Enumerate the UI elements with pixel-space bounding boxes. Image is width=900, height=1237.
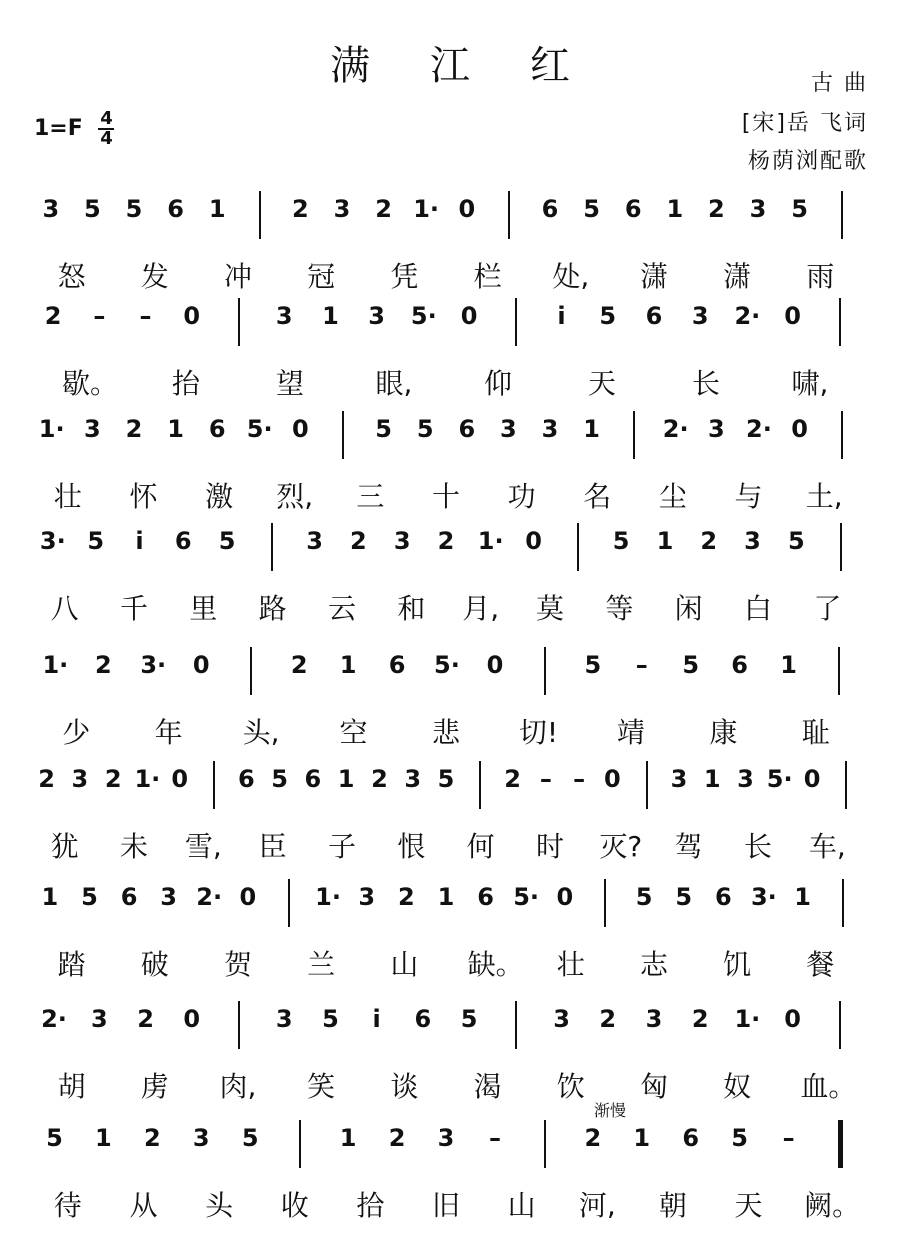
lyric-syllable: 雪, bbox=[184, 830, 222, 863]
note: 3· bbox=[750, 883, 777, 911]
lyric-syllable: 靖 bbox=[616, 716, 645, 749]
note: 0 bbox=[458, 195, 476, 223]
lyric-syllable: 饥 bbox=[723, 948, 752, 981]
note: 1· bbox=[413, 195, 440, 223]
note: 0 bbox=[171, 765, 189, 793]
lyric-syllable: 千 bbox=[119, 592, 148, 625]
lyric-syllable: 悲 bbox=[431, 716, 460, 749]
note: 6 bbox=[731, 651, 748, 679]
note: 6 bbox=[237, 765, 255, 793]
note: 0 bbox=[784, 1005, 801, 1033]
note: – bbox=[488, 1124, 501, 1152]
note: 0 bbox=[525, 527, 542, 555]
note: 2 bbox=[371, 765, 388, 793]
note: 1 bbox=[633, 1124, 651, 1152]
note: 3 bbox=[744, 527, 761, 555]
barline bbox=[845, 761, 847, 809]
lyric-syllable: 康 bbox=[709, 716, 738, 749]
lyric-syllable: 破 bbox=[140, 948, 169, 981]
note: 2 bbox=[599, 1005, 617, 1033]
barline bbox=[840, 523, 842, 571]
lyric-syllable: 未 bbox=[119, 830, 148, 863]
note: 1 bbox=[780, 651, 797, 679]
lyric-syllable: 灭? bbox=[599, 830, 643, 863]
lyric-syllable: 天 bbox=[587, 367, 616, 400]
note: 0 bbox=[460, 302, 478, 330]
barline bbox=[839, 298, 841, 346]
note: 1· bbox=[42, 651, 69, 679]
note: 1 bbox=[95, 1124, 112, 1152]
lyric-syllable: 恨 bbox=[397, 830, 426, 863]
note: 5 bbox=[437, 765, 455, 793]
note: 6 bbox=[645, 302, 663, 330]
note: 0 bbox=[604, 765, 621, 793]
note: 5 bbox=[375, 415, 392, 443]
note: i bbox=[557, 302, 566, 330]
note: 3 bbox=[275, 302, 293, 330]
barline bbox=[238, 298, 240, 346]
note: 6 bbox=[174, 527, 192, 555]
note: 2 bbox=[398, 883, 415, 911]
lyric-syllable: 栏 bbox=[473, 260, 502, 293]
note: 3 bbox=[71, 765, 89, 793]
note: 5 bbox=[322, 1005, 339, 1033]
lyric-syllable: 长 bbox=[691, 367, 720, 400]
note: 2 bbox=[691, 1005, 709, 1033]
lyric-syllable: 志 bbox=[639, 948, 668, 981]
barline bbox=[838, 647, 840, 695]
note: 5 bbox=[46, 1124, 63, 1152]
lyric-syllable: 路 bbox=[258, 592, 287, 625]
lyric-syllable: 土, bbox=[805, 480, 843, 513]
lyric-syllable: 功 bbox=[507, 480, 536, 513]
lyric-syllable: 名 bbox=[583, 480, 612, 513]
lyric-syllable: 时 bbox=[535, 830, 564, 863]
note: 6 bbox=[541, 195, 559, 223]
lyric-syllable: 歇。 bbox=[62, 367, 119, 400]
lyric-syllable: 虏 bbox=[140, 1070, 169, 1103]
note: 5 bbox=[635, 883, 653, 911]
note: 0 bbox=[292, 415, 309, 443]
note: 5· bbox=[246, 415, 273, 443]
lyric-syllable: 餐 bbox=[806, 948, 835, 981]
tempo-mark: 渐慢 bbox=[594, 1101, 627, 1120]
note: 6 bbox=[714, 883, 732, 911]
lyric-syllable: 切! bbox=[518, 716, 559, 749]
lyric-syllable: 雨 bbox=[806, 260, 835, 293]
note: – bbox=[539, 765, 552, 793]
note: 5 bbox=[87, 527, 105, 555]
note: 2 bbox=[38, 765, 55, 793]
lyric-syllable: 激 bbox=[205, 480, 234, 513]
lyric-syllable: 山 bbox=[390, 948, 419, 981]
lyric-syllable: 臣 bbox=[258, 830, 287, 863]
lyric-syllable: 了 bbox=[813, 592, 842, 625]
song-title: 满江红 bbox=[330, 43, 630, 89]
note: 3 bbox=[737, 765, 754, 793]
note: 3 bbox=[541, 415, 559, 443]
lyric-syllable: 凭 bbox=[390, 260, 419, 293]
barline bbox=[299, 1120, 301, 1168]
lyric-syllable: 白 bbox=[743, 592, 772, 625]
lyric-syllable: 犹 bbox=[50, 830, 79, 863]
note: 6 bbox=[304, 765, 322, 793]
lyric-syllable: 旧 bbox=[431, 1189, 460, 1222]
barline bbox=[841, 191, 843, 239]
lyric-syllable: 朝 bbox=[658, 1189, 687, 1222]
note: 2· bbox=[41, 1005, 67, 1033]
note: 5 bbox=[787, 527, 805, 555]
note: 5 bbox=[241, 1124, 259, 1152]
lyric-syllable: 和 bbox=[397, 592, 426, 625]
note: 2 bbox=[700, 527, 718, 555]
note: 5 bbox=[584, 651, 602, 679]
lyric-syllable: 拾 bbox=[356, 1189, 385, 1222]
note: 5 bbox=[271, 765, 288, 793]
lyric-syllable: 潇 bbox=[639, 260, 668, 293]
note: 0 bbox=[784, 302, 801, 330]
note: 1 bbox=[656, 527, 674, 555]
note: 1· bbox=[734, 1005, 761, 1033]
lyric-syllable: 与 bbox=[734, 480, 763, 513]
lyric-syllable: 莫 bbox=[535, 592, 564, 625]
lyric-syllable: 子 bbox=[327, 830, 356, 863]
barline bbox=[288, 879, 290, 927]
lyric-syllable: 缺。 bbox=[467, 948, 524, 981]
lyric-syllable: 车, bbox=[808, 830, 846, 863]
note: 5 bbox=[612, 527, 630, 555]
barline bbox=[342, 411, 344, 459]
lyric-syllable: 胡 bbox=[57, 1070, 86, 1103]
note: 3 bbox=[645, 1005, 663, 1033]
note: – bbox=[635, 651, 648, 679]
lyric-syllable: 天 bbox=[734, 1189, 763, 1222]
note: 5 bbox=[460, 1005, 478, 1033]
lyric-syllable: 壮 bbox=[556, 948, 585, 981]
note: 1 bbox=[583, 415, 600, 443]
lyric-syllable: 血。 bbox=[800, 1070, 857, 1103]
note: 2 bbox=[584, 1124, 602, 1152]
note: 6 bbox=[477, 883, 494, 911]
note: 2 bbox=[95, 651, 112, 679]
note: 6 bbox=[414, 1005, 432, 1033]
note: 3 bbox=[90, 1005, 108, 1033]
note: 5· bbox=[434, 651, 460, 679]
lyric-syllable: 收 bbox=[280, 1189, 309, 1222]
lyric-syllable: 八 bbox=[50, 592, 79, 625]
note: i bbox=[135, 527, 144, 555]
note: 2 bbox=[104, 765, 122, 793]
note: 3 bbox=[42, 195, 60, 223]
note: 1 bbox=[703, 765, 721, 793]
note: 1 bbox=[794, 883, 811, 911]
note: 3 bbox=[708, 415, 725, 443]
lyric-syllable: 待 bbox=[53, 1189, 82, 1222]
note: 5· bbox=[766, 765, 793, 793]
note: 3 bbox=[333, 195, 351, 223]
note: 5 bbox=[218, 527, 236, 555]
barline bbox=[633, 411, 635, 459]
note: 1 bbox=[339, 651, 357, 679]
note: 0 bbox=[183, 1005, 201, 1033]
lyric-syllable: 从 bbox=[129, 1189, 158, 1222]
note: 6 bbox=[388, 651, 406, 679]
note: 3 bbox=[691, 302, 709, 330]
barline bbox=[646, 761, 648, 809]
key-label: 1=F bbox=[34, 116, 83, 141]
lyric-syllable: 阙。 bbox=[804, 1189, 861, 1222]
note: 2 bbox=[504, 765, 521, 793]
note: 5 bbox=[416, 415, 434, 443]
lyric-syllable: 闲 bbox=[674, 592, 703, 625]
barline bbox=[250, 647, 252, 695]
note: 5 bbox=[583, 195, 600, 223]
lyric-syllable: 匈 bbox=[639, 1070, 668, 1103]
barline bbox=[838, 1120, 843, 1168]
note: 5· bbox=[410, 302, 437, 330]
lyric-syllable: 奴 bbox=[723, 1070, 752, 1103]
note: 1 bbox=[167, 415, 184, 443]
barline bbox=[544, 1120, 546, 1168]
barline bbox=[577, 523, 579, 571]
note: 1 bbox=[41, 883, 59, 911]
lyric-syllable: 三 bbox=[356, 480, 385, 513]
lyric-syllable: 云 bbox=[327, 592, 356, 625]
barline bbox=[238, 1001, 240, 1049]
lyric-syllable: 兰 bbox=[307, 948, 336, 981]
note: 3· bbox=[39, 527, 66, 555]
barline bbox=[604, 879, 606, 927]
note: 2 bbox=[44, 302, 62, 330]
lyric-syllable: 冠 bbox=[307, 260, 336, 293]
note: – bbox=[93, 302, 106, 330]
lyric-syllable: 月, bbox=[462, 592, 500, 625]
lyric-syllable: 等 bbox=[605, 592, 634, 625]
barline bbox=[515, 1001, 517, 1049]
barline bbox=[842, 879, 844, 927]
lyric-syllable: 尘 bbox=[658, 480, 687, 513]
lyric-syllable: 踏 bbox=[57, 948, 86, 981]
note: 0 bbox=[183, 302, 201, 330]
lyric-syllable: 望 bbox=[275, 367, 304, 400]
note: 3 bbox=[404, 765, 422, 793]
time-signature bbox=[98, 110, 114, 148]
note: 2 bbox=[437, 527, 455, 555]
lyric-syllable: 发 bbox=[140, 260, 169, 293]
note: 2 bbox=[708, 195, 725, 223]
note: 0 bbox=[486, 651, 504, 679]
note: 5 bbox=[675, 883, 693, 911]
barline bbox=[479, 761, 481, 809]
note: 1 bbox=[208, 195, 226, 223]
note: 3 bbox=[553, 1005, 570, 1033]
note: – bbox=[139, 302, 152, 330]
barline bbox=[841, 411, 843, 459]
lyric-syllable: 年 bbox=[154, 716, 183, 749]
note: 1· bbox=[315, 883, 341, 911]
note: 1 bbox=[322, 302, 339, 330]
note: 6 bbox=[458, 415, 476, 443]
lyric-syllable: 处, bbox=[552, 260, 590, 293]
barline bbox=[544, 647, 546, 695]
barline bbox=[508, 191, 510, 239]
note: 5 bbox=[682, 651, 700, 679]
lyric-syllable: 壮 bbox=[53, 480, 82, 513]
note: 5 bbox=[599, 302, 617, 330]
credit-origin: 古 曲 bbox=[811, 71, 868, 96]
note: 0 bbox=[192, 651, 210, 679]
note: 2· bbox=[746, 415, 772, 443]
lyric-syllable: 仰 bbox=[483, 367, 512, 400]
lyric-syllable: 谈 bbox=[390, 1070, 419, 1103]
note: 2 bbox=[143, 1124, 161, 1152]
note: 2 bbox=[290, 651, 308, 679]
note: 6 bbox=[167, 195, 184, 223]
note: 0 bbox=[803, 765, 821, 793]
note: i bbox=[372, 1005, 381, 1033]
note: 3 bbox=[500, 415, 517, 443]
lyric-syllable: 耻 bbox=[801, 716, 830, 749]
lyric-syllable: 何 bbox=[466, 830, 495, 863]
note: 0 bbox=[791, 415, 808, 443]
note: 3 bbox=[192, 1124, 210, 1152]
time-bottom: 4 bbox=[100, 128, 113, 149]
lyric-syllable: 贺 bbox=[223, 948, 252, 981]
lyric-syllable: 冲 bbox=[223, 260, 252, 293]
note: 1· bbox=[477, 527, 504, 555]
note: 5 bbox=[84, 195, 101, 223]
note: 0 bbox=[239, 883, 257, 911]
note: 6 bbox=[624, 195, 642, 223]
note: 3 bbox=[306, 527, 323, 555]
note: 5 bbox=[731, 1124, 748, 1152]
lyric-syllable: 山 bbox=[507, 1189, 536, 1222]
lyric-syllable: 潇 bbox=[723, 260, 752, 293]
time-top: 4 bbox=[100, 108, 113, 129]
note: 3· bbox=[140, 651, 167, 679]
note: 2 bbox=[137, 1005, 154, 1033]
note: 6 bbox=[682, 1124, 700, 1152]
barline bbox=[271, 523, 273, 571]
note: 1 bbox=[437, 883, 455, 911]
note: 2 bbox=[292, 195, 309, 223]
credit-arranger: 杨荫浏配歌 bbox=[747, 149, 868, 174]
lyric-syllable: 驾 bbox=[674, 830, 703, 863]
lyric-syllable: 笑 bbox=[307, 1070, 336, 1103]
lyric-syllable: 头, bbox=[242, 716, 280, 749]
note: 3 bbox=[275, 1005, 293, 1033]
lyric-syllable: 眼, bbox=[375, 367, 413, 400]
note: 3 bbox=[84, 415, 101, 443]
lyric-syllable: 里 bbox=[189, 592, 218, 625]
note: 1· bbox=[134, 765, 161, 793]
note: 2· bbox=[662, 415, 689, 443]
note: 2 bbox=[388, 1124, 406, 1152]
note: 3 bbox=[160, 883, 177, 911]
note: 2· bbox=[196, 883, 223, 911]
lyric-syllable: 渴 bbox=[473, 1070, 502, 1103]
note: 2· bbox=[734, 302, 761, 330]
note: 2 bbox=[375, 195, 392, 223]
lyric-syllable: 十 bbox=[431, 480, 460, 513]
note: 6 bbox=[208, 415, 226, 443]
note: 3 bbox=[368, 302, 385, 330]
credit-lyricist: [宋]岳 飞词 bbox=[741, 111, 868, 136]
lyric-syllable: 烈, bbox=[276, 480, 314, 513]
note: 5· bbox=[513, 883, 540, 911]
note: 2 bbox=[350, 527, 367, 555]
note: 3 bbox=[358, 883, 376, 911]
key-signature bbox=[34, 110, 114, 148]
note: 0 bbox=[556, 883, 574, 911]
barline bbox=[213, 761, 215, 809]
note: – bbox=[782, 1124, 795, 1152]
lyric-syllable: 河, bbox=[578, 1189, 616, 1222]
note: – bbox=[573, 765, 586, 793]
lyric-syllable: 肉, bbox=[219, 1070, 257, 1103]
note: 5 bbox=[125, 195, 143, 223]
note: 3 bbox=[393, 527, 411, 555]
note: 3 bbox=[670, 765, 688, 793]
lyric-syllable: 抬 bbox=[171, 367, 200, 400]
lyric-syllable: 啸, bbox=[791, 367, 829, 400]
note: 3 bbox=[749, 195, 767, 223]
lyric-syllable: 饮 bbox=[556, 1070, 585, 1103]
note: 6 bbox=[120, 883, 138, 911]
note: 5 bbox=[81, 883, 98, 911]
lyric-syllable: 头 bbox=[205, 1189, 234, 1222]
note: 1 bbox=[666, 195, 684, 223]
note: 3 bbox=[437, 1124, 455, 1152]
lyric-syllable: 少 bbox=[62, 716, 91, 749]
note: 5 bbox=[791, 195, 808, 223]
lyric-syllable: 空 bbox=[339, 716, 368, 749]
barline bbox=[515, 298, 517, 346]
barline bbox=[839, 1001, 841, 1049]
note: 1· bbox=[38, 415, 65, 443]
note: 1 bbox=[339, 1124, 357, 1152]
lyric-syllable: 怀 bbox=[129, 480, 158, 513]
barline bbox=[259, 191, 261, 239]
lyric-syllable: 长 bbox=[743, 830, 772, 863]
note: 2 bbox=[125, 415, 143, 443]
lyric-syllable: 怒 bbox=[57, 260, 86, 293]
note: 1 bbox=[337, 765, 355, 793]
